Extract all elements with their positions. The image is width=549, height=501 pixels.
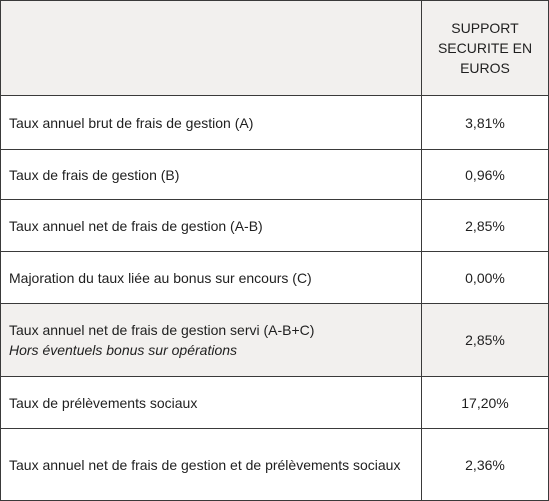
- row-value: 0,00%: [422, 252, 549, 304]
- row-value: 2,85%: [422, 200, 549, 252]
- table-row: [1, 429, 549, 501]
- table-row: [1, 252, 549, 304]
- row-label: Taux de prélèvements sociaux: [1, 377, 422, 429]
- row-value: 2,36%: [422, 429, 549, 501]
- row-value: 17,20%: [422, 377, 549, 429]
- row-label: Taux annuel net de frais de gestion (A-B): [1, 200, 422, 252]
- table-row-highlighted: [1, 304, 549, 377]
- row-value: 0,96%: [422, 150, 549, 200]
- table-row: [1, 377, 549, 429]
- header-label-cell: [1, 1, 422, 96]
- row-label: Taux annuel brut de frais de gestion (A): [1, 96, 422, 150]
- header-support-cell: SUPPORT SECURITE EN EUROS: [422, 1, 549, 96]
- table-row: [1, 96, 549, 150]
- row-note: Hors éventuels bonus sur opérations: [9, 342, 238, 358]
- row-label: Majoration du taux liée au bonus sur encours (C): [1, 252, 422, 304]
- table-row: [1, 200, 549, 252]
- row-label: Taux de frais de gestion (B): [1, 150, 422, 200]
- row-value: 3,81%: [422, 96, 549, 150]
- table-header-row: [1, 1, 549, 96]
- row-value: 2,85%: [422, 304, 549, 377]
- row-label-cell: [1, 304, 422, 377]
- row-label: Taux annuel net de frais de gestion servi (A-B+C): [9, 322, 315, 338]
- row-label: Taux annuel net de frais de gestion et de prélèvements sociaux: [1, 429, 422, 501]
- table-row: [1, 150, 549, 200]
